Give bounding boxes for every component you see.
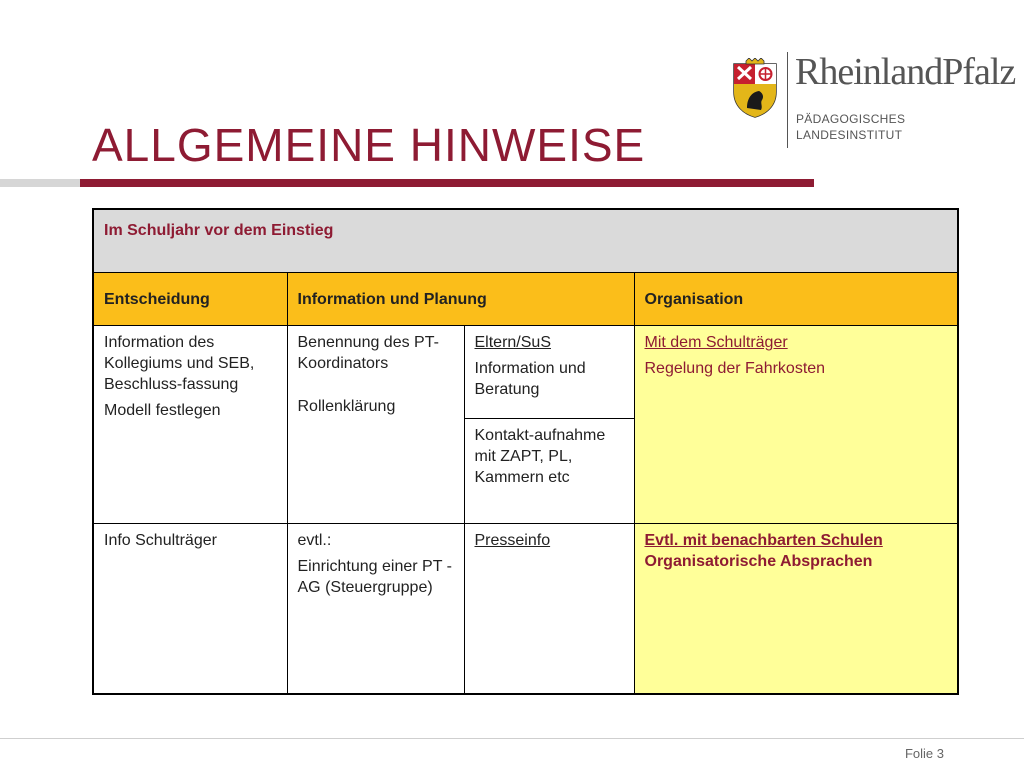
cell-r2-entscheidung (93, 524, 287, 694)
cell-text: Kontakt-aufnahme mit ZAPT, PL, Kammern etc (474, 427, 606, 486)
logo-divider (787, 52, 788, 148)
cell-r1-planung-b (464, 419, 634, 524)
logo-subtitle-1: PÄDAGOGISCHES (796, 112, 906, 126)
cell-text: Rollenklärung (297, 398, 396, 415)
footer-divider (0, 738, 1024, 739)
cell-text: Benennung des PT-Koordinators (297, 334, 439, 372)
cell-heading: Mit dem Schulträger (644, 334, 788, 351)
header-entscheidung: Entscheidung (93, 273, 287, 326)
table-row-period (93, 209, 958, 273)
cell-text: Information des Kollegiums und SEB, Beschluss-fassung (104, 334, 255, 393)
cell-r2-organisation (634, 524, 958, 694)
coat-of-arms-icon (732, 58, 778, 118)
planning-table (92, 208, 959, 695)
header-organisation: Organisation (634, 273, 958, 326)
table-row (93, 524, 958, 694)
slide-number: Folie 3 (904, 746, 944, 761)
header-information-planung: Information und Planung (287, 273, 634, 326)
cell-r2-information (287, 524, 464, 694)
cell-r1-entscheidung (93, 326, 287, 524)
cell-r1-information (287, 326, 464, 524)
cell-r1-planung-a (464, 326, 634, 419)
cell-r1-organisation (634, 326, 958, 524)
cell-text: Information und Beratung (474, 360, 586, 398)
cell-text: Organisatorische Absprachen (644, 553, 873, 570)
cell-r2-planung (464, 524, 634, 694)
title-underline-accent (80, 179, 814, 187)
cell-heading: Presseinfo (474, 532, 551, 549)
cell-text: Einrichtung einer PT - AG (Steuergruppe) (297, 558, 452, 596)
rlp-logo (732, 50, 1016, 150)
slide-title: ALLGEMEINE HINWEISE (92, 119, 646, 171)
period-cell (93, 209, 958, 273)
table-row (93, 326, 958, 419)
table-header-row (93, 273, 958, 326)
title-underline-grey (0, 179, 80, 187)
cell-text: evtl.: (297, 532, 332, 549)
logo-subtitle-2: LANDESINSTITUT (796, 128, 903, 142)
logo-wordmark: RheinlandPfalz (795, 51, 1016, 93)
cell-heading: Evtl. mit benachbarten Schulen (644, 532, 883, 549)
cell-heading: Eltern/SuS (474, 334, 551, 351)
cell-text: Info Schulträger (104, 532, 217, 549)
cell-text: Modell festlegen (104, 402, 221, 419)
period-label: Im Schuljahr vor dem Einstieg (104, 222, 334, 239)
cell-text: Regelung der Fahrkosten (644, 360, 826, 377)
